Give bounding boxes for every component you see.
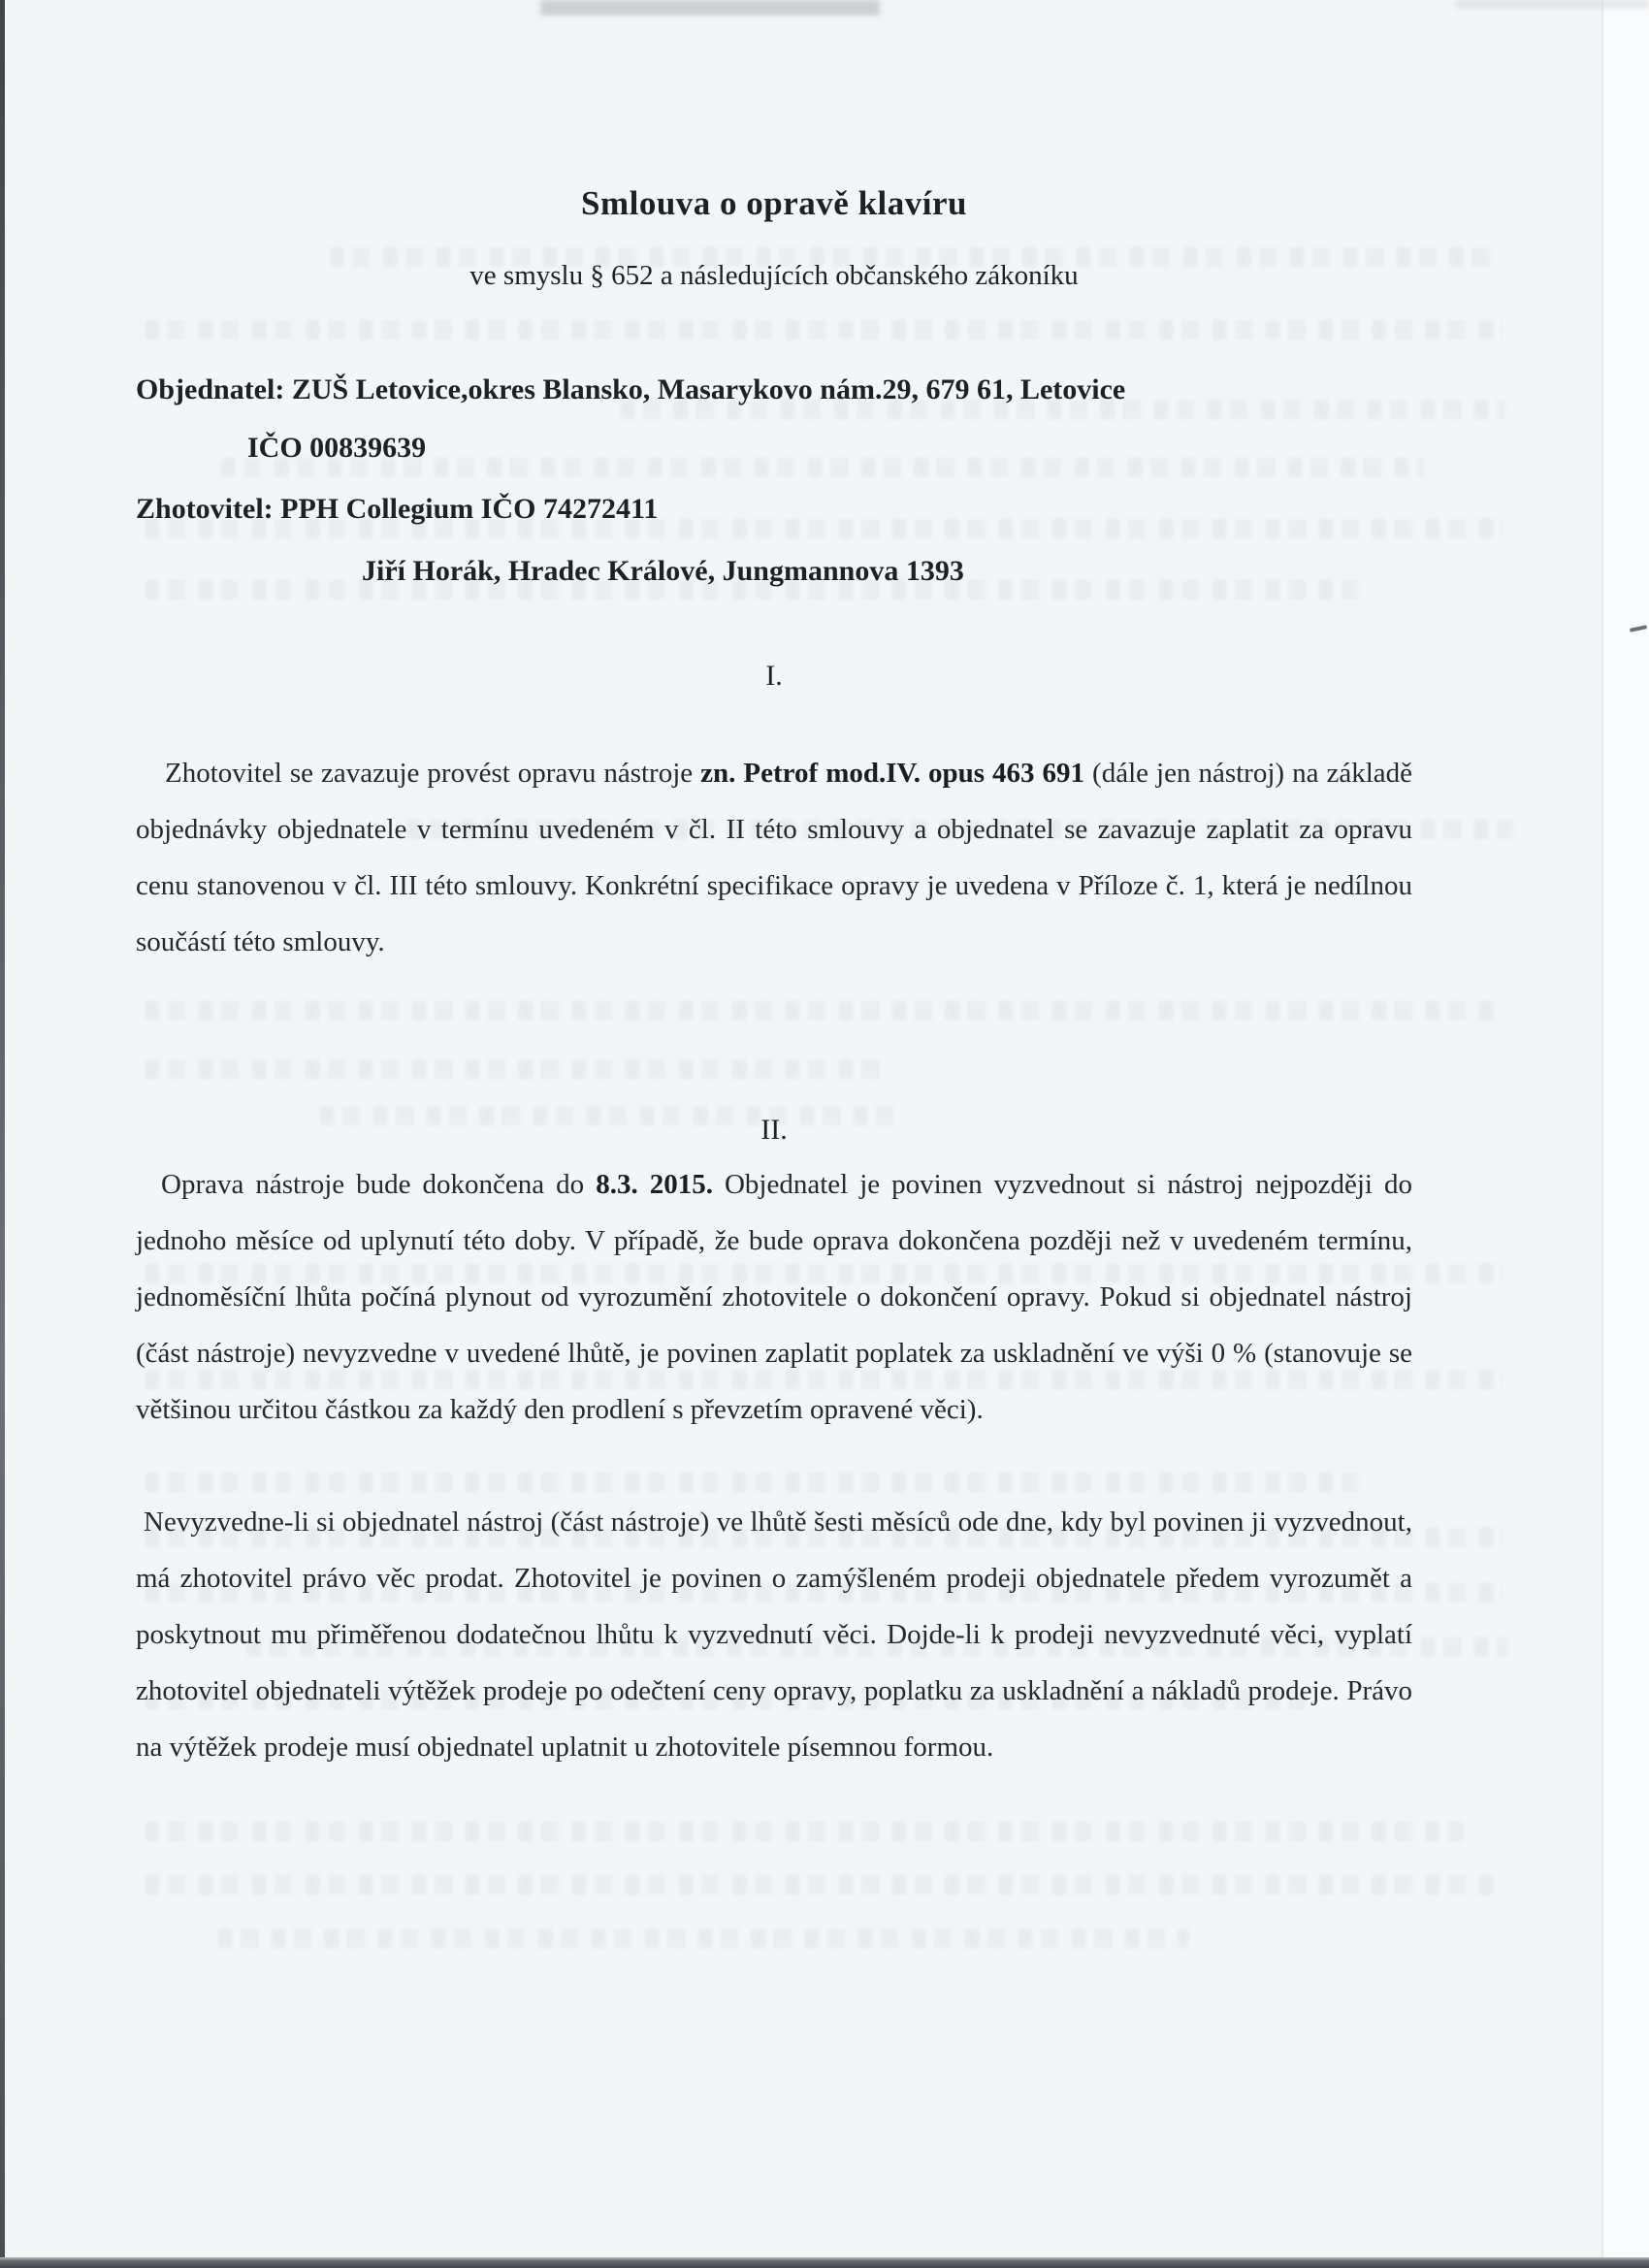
section-1-text-start: Zhotovitel se zavazuje provést opravu nástroje — [165, 758, 701, 789]
bleed-through-line — [146, 320, 1504, 340]
scan-edge-left — [0, 0, 5, 2268]
contractor-line: Zhotovitel: PPH Collegium IČO 74272411 — [136, 493, 659, 525]
client-line: Objednatel: ZUŠ Letovice,okres Blansko, Masarykovo nám.29, 679 61, Letovice — [136, 373, 1126, 405]
scan-right-margin — [1603, 0, 1649, 2268]
scan-smudge-top-right — [1455, 0, 1649, 8]
scan-edge-line — [1601, 0, 1603, 2268]
contractor-address: Jiří Horák, Hradec Králové, Jungmannova 1393 — [362, 555, 964, 587]
completion-date: 8.3. 2015. — [596, 1169, 713, 1200]
scan-smudge-top — [540, 0, 880, 16]
section-2-paragraph-2: Nevyzvedne-li si objednatel nástroj (část nástroje) ve lhůtě šesti měsíců ode dne, kdy byl povinen ji vyzvednout, má zhotovitel právo věc prodat. Zhotovitel je povinen o zamýšleném prodeji objednatele předem vyrozumět a poskytnout mu přiměřenou dodatečnou lhůtu k vyzvednutí věci. Dojde-li k prodeji nevyzvednuté věci, vyplatí zhotovitel objednateli výtěžek prodeje po odečtení ceny opravy, poplatku za uskladnění a nákladů prodeje. Právo na výtěžek prodeje musí objednatel uplatnit u zhotovitele písemnou formou. — [136, 1507, 1412, 1763]
client-ico: IČO 00839639 — [247, 432, 427, 464]
section-2-heading: II. — [760, 1114, 788, 1146]
section-1-paragraph — [136, 745, 1412, 970]
bleed-through-line — [146, 1875, 1494, 1895]
bleed-through-line — [146, 1001, 1499, 1021]
bleed-through-line — [146, 1473, 1358, 1492]
scan-edge-bottom — [0, 2257, 1649, 2268]
bleed-through-line — [146, 1822, 1465, 1841]
bleed-through-line — [218, 1928, 1188, 1948]
section-1-text-end: (dále jen nástroj) na základě objednávky objednatele v termínu uvedeném v čl. II této smlouvy a objednatel se zavazuje zaplatit za opravu cenu stanovenou v čl. III této smlouvy. Konkrétní specifikace opravy je uvedena v Příloze č. 1, která je nedílnou součástí této smlouvy. — [136, 758, 1412, 957]
bleed-through-line — [146, 1059, 883, 1079]
instrument-designation: zn. Petrof mod.IV. opus 463 691 — [700, 758, 1085, 789]
section-1-heading: I. — [765, 660, 783, 692]
document-title: Smlouva o opravě klavíru — [580, 184, 967, 222]
section-2-text-start: Oprava nástroje bude dokončena do — [161, 1169, 597, 1200]
section-2-paragraph-1 — [136, 1156, 1412, 1438]
document-subtitle: ve smyslu § 652 a následujících občanského zákoníku — [469, 260, 1079, 291]
section-2-text-end: Objednatel je povinen vyzvednout si nástroj nejpozději do jednoho měsíce od uplynutí této doby. V případě, že bude oprava dokončena později než v uvedeném termínu, jednoměsíční lhůta počíná plynout od vyrozumění zhotovitele o dokončení opravy. Pokud si objednatel nástroj (část nástroje) nevyzvedne v uvedené lhůtě, je povinen zaplatit poplatek za uskladnění ve výši 0 % (stanovuje se většinou určitou částkou za každý den prodlení s převzetím opravené věci). — [136, 1169, 1412, 1425]
